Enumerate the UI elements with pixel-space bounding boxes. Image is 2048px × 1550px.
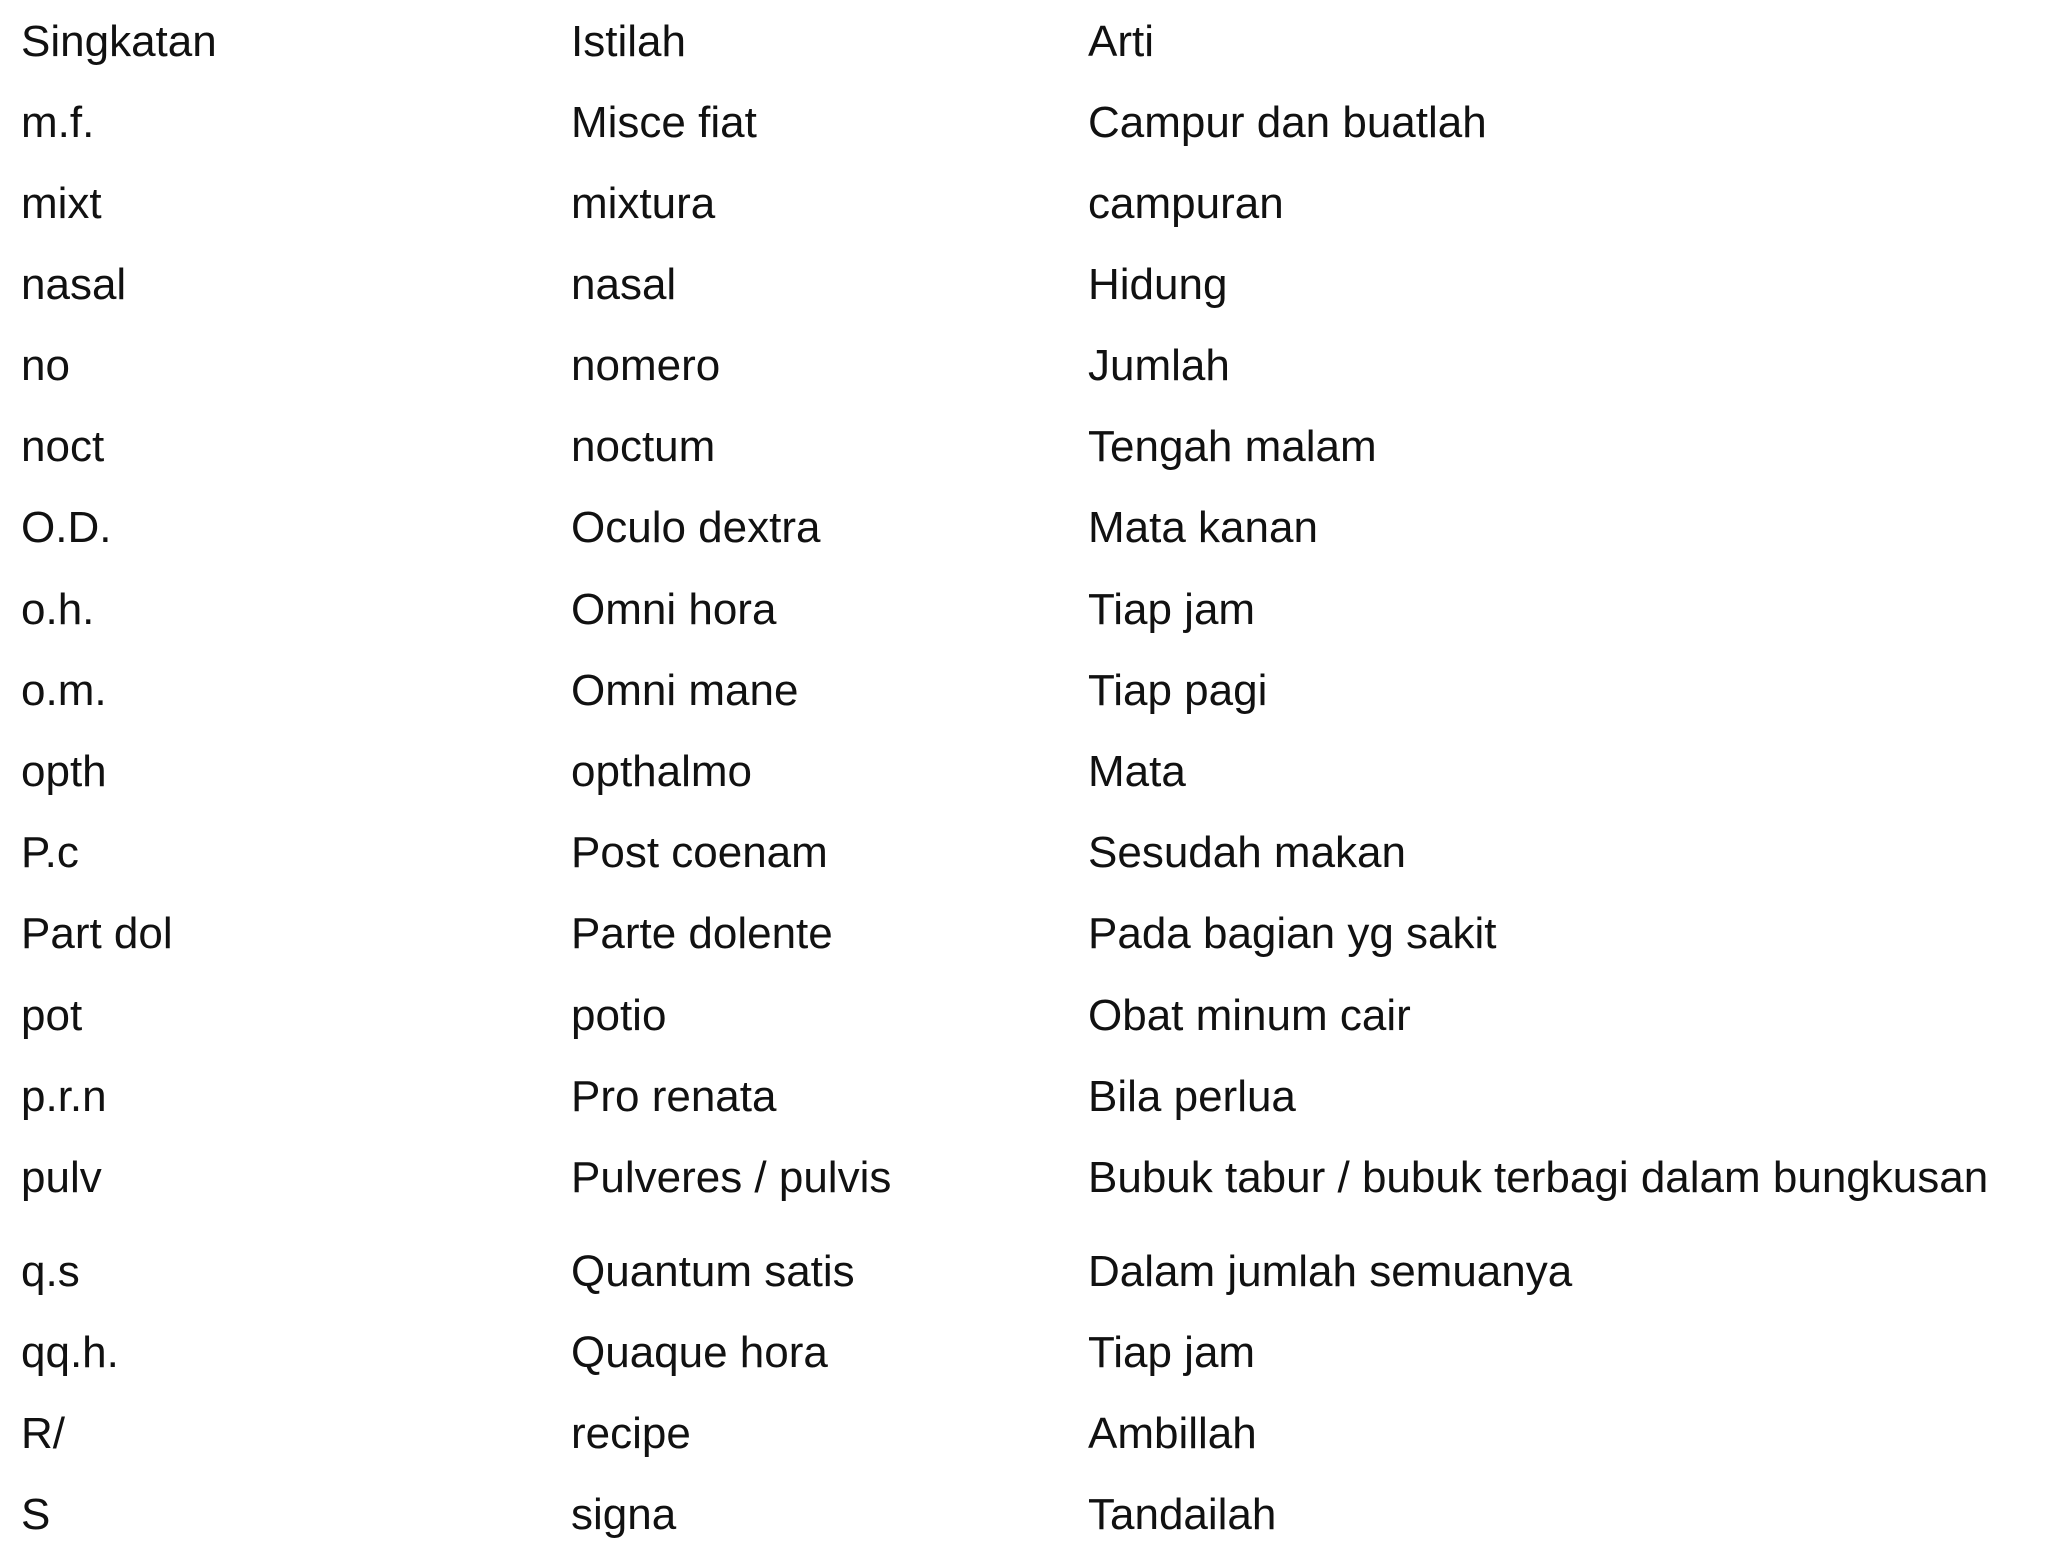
- abbrev-cell: P.c: [21, 828, 79, 877]
- meaning-cell: campuran: [1088, 179, 1284, 228]
- header-arti: Arti: [1088, 17, 1154, 66]
- term-cell: mixtura: [571, 179, 716, 228]
- term-cell: Misce fiat: [571, 98, 757, 147]
- table-row: [0, 331, 2048, 401]
- table-row: [0, 818, 2048, 888]
- meaning-cell: Mata: [1088, 747, 1186, 796]
- meaning-cell: Pada bagian yg sakit: [1088, 909, 1497, 958]
- abbrev-cell: O.D.: [21, 503, 112, 552]
- abbrev-cell: q.s: [21, 1247, 80, 1296]
- meaning-cell: Tiap pagi: [1088, 666, 1268, 715]
- term-cell: signa: [571, 1490, 677, 1539]
- table-row: [0, 1143, 2048, 1213]
- abbrev-cell: nasal: [21, 260, 127, 309]
- abbrev-cell: S: [21, 1490, 51, 1539]
- term-cell: nomero: [571, 341, 721, 390]
- abbrev-cell: o.h.: [21, 585, 95, 634]
- header-istilah: Istilah: [571, 17, 686, 66]
- meaning-cell: Tiap jam: [1088, 1328, 1256, 1377]
- abbrev-cell: pulv: [21, 1153, 102, 1202]
- table-row: [0, 1062, 2048, 1132]
- abbrev-cell: R/: [21, 1409, 65, 1458]
- abbrev-cell: noct: [21, 422, 105, 471]
- table-row: [0, 656, 2048, 726]
- table-row: [0, 493, 2048, 563]
- abbrev-cell: qq.h.: [21, 1328, 119, 1377]
- table-header-row: [0, 7, 2048, 77]
- abbrev-cell: Part dol: [21, 909, 173, 958]
- table-row: [0, 88, 2048, 158]
- meaning-cell: Dalam jumlah semuanya: [1088, 1247, 1573, 1296]
- table-row: [0, 899, 2048, 969]
- term-cell: Pulveres / pulvis: [571, 1153, 892, 1202]
- term-cell: Parte dolente: [571, 909, 833, 958]
- meaning-cell: Sesudah makan: [1088, 828, 1406, 877]
- term-cell: Quantum satis: [571, 1247, 855, 1296]
- meaning-cell: Tiap jam: [1088, 585, 1256, 634]
- abbrev-cell: opth: [21, 747, 107, 796]
- term-cell: opthalmo: [571, 747, 753, 796]
- abbrev-cell: p.r.n: [21, 1072, 107, 1121]
- table-row: [0, 981, 2048, 1051]
- abbrev-cell: no: [21, 341, 70, 390]
- term-cell: noctum: [571, 422, 716, 471]
- abbrev-cell: o.m.: [21, 666, 107, 715]
- term-cell: Omni mane: [571, 666, 799, 715]
- table-row: [0, 412, 2048, 482]
- meaning-cell: Tengah malam: [1088, 422, 1377, 471]
- meaning-cell: Jumlah: [1088, 341, 1230, 390]
- meaning-cell: Hidung: [1088, 260, 1228, 309]
- meaning-cell: Tandailah: [1088, 1490, 1277, 1539]
- term-cell: nasal: [571, 260, 677, 309]
- term-cell: Quaque hora: [571, 1328, 828, 1377]
- term-cell: Pro renata: [571, 1072, 777, 1121]
- table-row: [0, 1318, 2048, 1388]
- term-cell: recipe: [571, 1409, 691, 1458]
- table-row: [0, 575, 2048, 645]
- table-row: [0, 250, 2048, 320]
- table-row: [0, 1237, 2048, 1307]
- term-cell: Omni hora: [571, 585, 777, 634]
- abbrev-cell: m.f.: [21, 98, 95, 147]
- table-row: [0, 1480, 2048, 1550]
- term-cell: potio: [571, 991, 667, 1040]
- meaning-cell: Obat minum cair: [1088, 991, 1411, 1040]
- table-row: [0, 1399, 2048, 1469]
- meaning-cell: Ambillah: [1088, 1409, 1257, 1458]
- header-singkatan: Singkatan: [21, 17, 217, 66]
- abbrev-cell: pot: [21, 991, 83, 1040]
- term-cell: Post coenam: [571, 828, 828, 877]
- meaning-cell: Campur dan buatlah: [1088, 98, 1487, 147]
- table-row: [0, 169, 2048, 239]
- meaning-cell: Bila perlua: [1088, 1072, 1296, 1121]
- table-row: [0, 737, 2048, 807]
- term-cell: Oculo dextra: [571, 503, 821, 552]
- meaning-cell: Bubuk tabur / bubuk terbagi dalam bungkusan: [1088, 1153, 1989, 1202]
- abbrev-cell: mixt: [21, 179, 102, 228]
- meaning-cell: Mata kanan: [1088, 503, 1318, 552]
